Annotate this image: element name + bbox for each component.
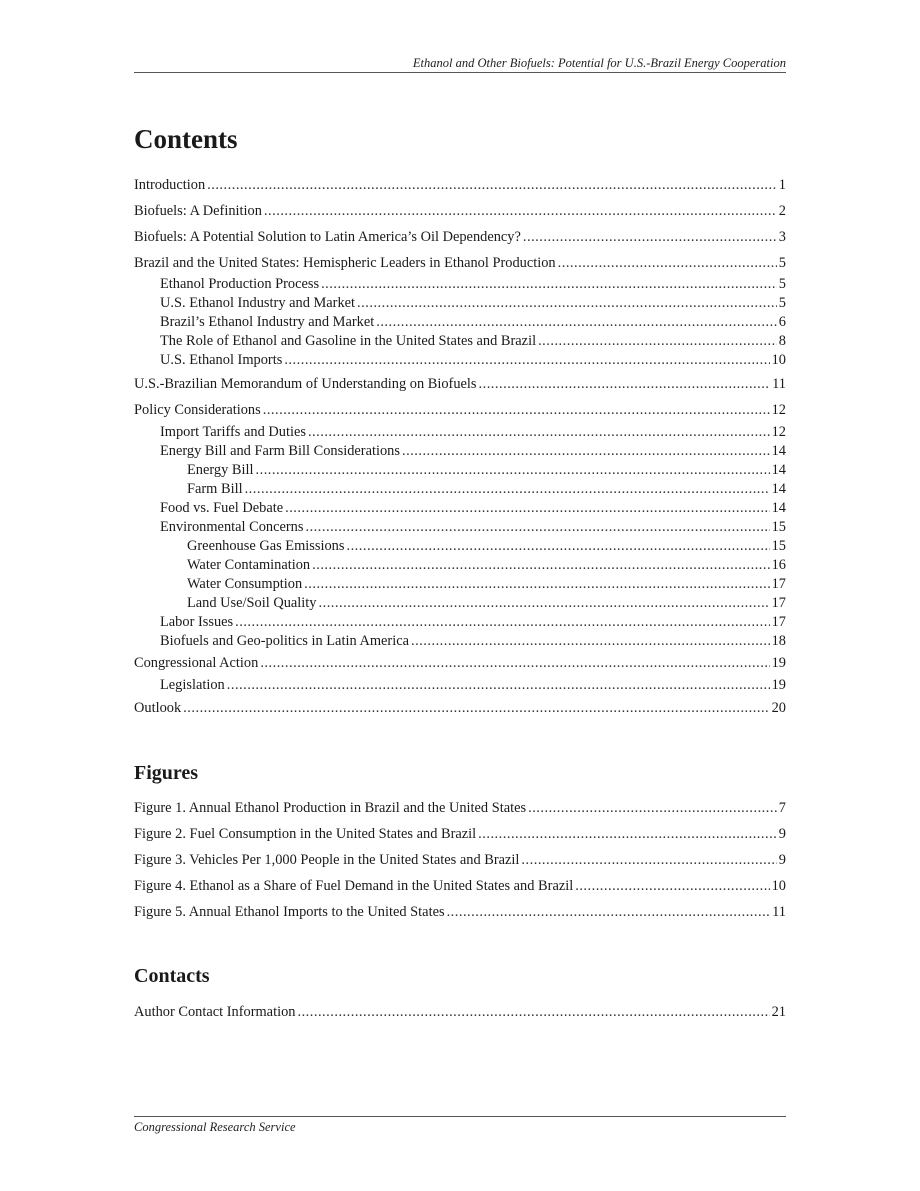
- contacts-heading: Contacts: [134, 965, 210, 987]
- figure-entry-1[interactable]: Figure 1. Annual Ethanol Production in Brazil and the United States ..... 7: [134, 799, 786, 818]
- figure-entry-2[interactable]: Figure 2. Fuel Consumption in the United States and Brazil ..... 9: [134, 825, 786, 844]
- toc-entry-environmental[interactable]: Environmental Concerns ..... 15: [134, 518, 786, 537]
- toc-entry-production-process[interactable]: Ethanol Production Process ..... 5: [134, 275, 786, 294]
- running-header: Ethanol and Other Biofuels: Potential for U.S.-Brazil Energy Cooperation: [412, 56, 786, 70]
- figure-entry-4[interactable]: Figure 4. Ethanol as a Share of Fuel Demand in the United States and Brazil ..... 10: [134, 877, 786, 896]
- toc-entry-land-use[interactable]: Land Use/Soil Quality ..... 17: [134, 594, 786, 613]
- toc-entry-latin-america-oil[interactable]: Biofuels: A Potential Solution to Latin America’s Oil Dependency? ..... 3: [134, 228, 786, 247]
- figure-entry-5[interactable]: Figure 5. Annual Ethanol Imports to the United States ..... 11: [134, 903, 786, 922]
- toc-entry-hemispheric-leaders[interactable]: Brazil and the United States: Hemispheric Leaders in Ethanol Production ..... 5: [134, 254, 786, 273]
- toc-entry-biofuels-definition[interactable]: Biofuels: A Definition ..... 2: [134, 202, 786, 221]
- figures-heading: Figures: [134, 762, 199, 784]
- toc-entry-us-imports[interactable]: U.S. Ethanol Imports ..... 10: [134, 351, 786, 370]
- toc-entry-greenhouse[interactable]: Greenhouse Gas Emissions ..... 15: [134, 537, 786, 556]
- toc-entry-energy-farm-bill[interactable]: Energy Bill and Farm Bill Considerations ..... 14: [134, 442, 786, 461]
- footer-rule: [134, 1116, 786, 1117]
- figure-entry-3[interactable]: Figure 3. Vehicles Per 1,000 People in the United States and Brazil ..... 9: [134, 851, 786, 870]
- toc-entry-farm-bill[interactable]: Farm Bill ..... 14: [134, 480, 786, 499]
- contents-heading: Contents: [134, 124, 238, 154]
- toc-entry-brazil-industry[interactable]: Brazil’s Ethanol Industry and Market ..... 6: [134, 313, 786, 332]
- running-footer: Congressional Research Service: [134, 1120, 296, 1134]
- toc-entry-energy-bill[interactable]: Energy Bill ..... 14: [134, 461, 786, 480]
- contact-entry-author[interactable]: Author Contact Information ..... 21: [134, 1003, 786, 1022]
- toc-entry-geopolitics[interactable]: Biofuels and Geo-politics in Latin America ..... 18: [134, 632, 786, 651]
- toc-entry-outlook[interactable]: Outlook ..... 20: [134, 699, 786, 718]
- toc-entry-legislation[interactable]: Legislation ..... 19: [134, 676, 786, 695]
- toc-entry-introduction[interactable]: Introduction ..... 1: [134, 176, 786, 195]
- toc-entry-import-tariffs[interactable]: Import Tariffs and Duties ..... 12: [134, 423, 786, 442]
- toc-entry-role-of-ethanol[interactable]: The Role of Ethanol and Gasoline in the United States and Brazil ..... 8: [134, 332, 786, 351]
- toc-entry-us-industry[interactable]: U.S. Ethanol Industry and Market ..... 5: [134, 294, 786, 313]
- toc-entry-food-vs-fuel[interactable]: Food vs. Fuel Debate ..... 14: [134, 499, 786, 518]
- toc-entry-water-contamination[interactable]: Water Contamination ..... 16: [134, 556, 786, 575]
- toc-entry-congressional-action[interactable]: Congressional Action ..... 19: [134, 654, 786, 673]
- toc-entry-memorandum[interactable]: U.S.-Brazilian Memorandum of Understanding on Biofuels ..... 11: [134, 375, 786, 394]
- toc-entry-policy-considerations[interactable]: Policy Considerations ..... 12: [134, 401, 786, 420]
- toc-entry-labor-issues[interactable]: Labor Issues ..... 17: [134, 613, 786, 632]
- toc-entry-water-consumption[interactable]: Water Consumption ..... 17: [134, 575, 786, 594]
- header-rule: [134, 72, 786, 73]
